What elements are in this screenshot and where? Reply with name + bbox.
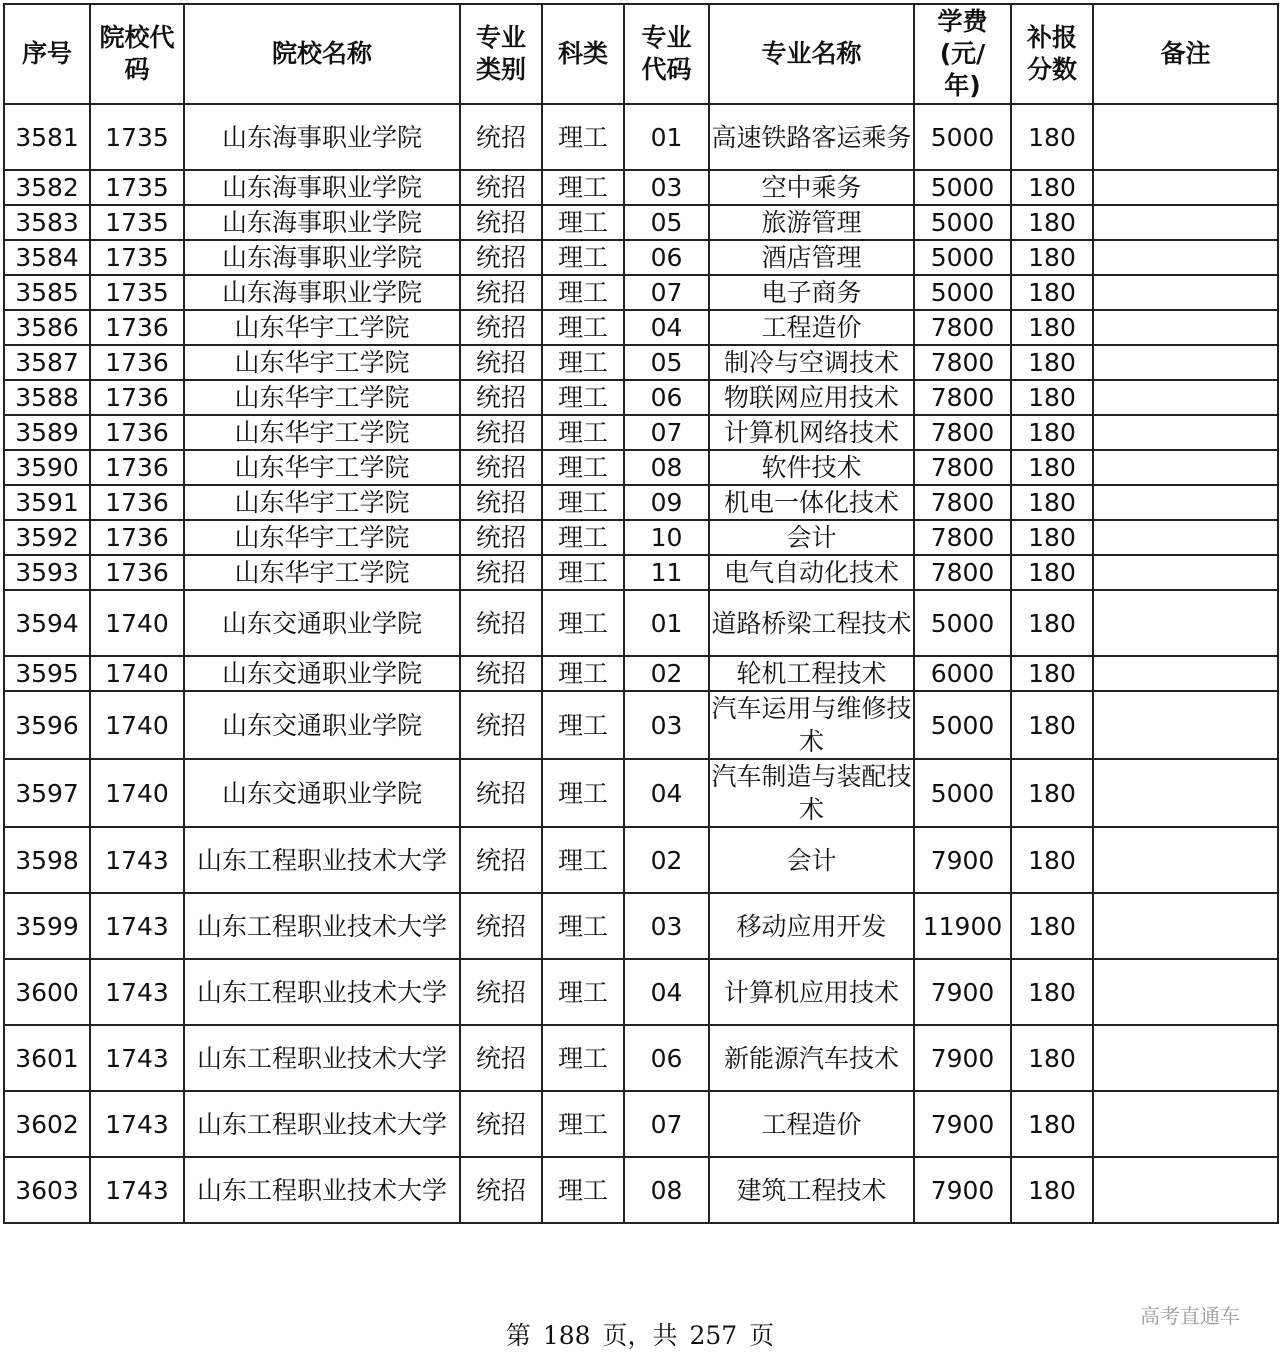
cell-kelei: 理工 [542,827,624,893]
table-body [4,104,1278,1223]
cell-major-name: 高速铁路客运乘务 [709,104,914,170]
cell-no: 3595 [4,656,90,691]
table-row [4,104,1278,170]
cell-score: 180 [1011,520,1093,555]
table-row [4,345,1278,380]
cell-category: 统招 [460,240,542,275]
cell-school-code: 1736 [90,380,184,415]
cell-score: 180 [1011,205,1093,240]
col-header-school-name: 院校名称 [184,4,460,104]
cell-major-code: 03 [624,893,709,959]
cell-school-code: 1736 [90,485,184,520]
cell-kelei: 理工 [542,893,624,959]
cell-score: 180 [1011,240,1093,275]
header-row [4,4,1278,104]
cell-category: 统招 [460,380,542,415]
cell-major-name: 会计 [709,827,914,893]
cell-school-code: 1743 [90,1025,184,1091]
cell-kelei: 理工 [542,275,624,310]
cell-major-name: 移动应用开发 [709,893,914,959]
cell-school-name: 山东工程职业技术大学 [184,893,460,959]
footer-prefix: 第 [505,1321,531,1350]
cell-fee: 7800 [914,415,1011,450]
cell-category: 统招 [460,893,542,959]
footer-suffix: 页 [749,1321,775,1350]
cell-major-name: 工程造价 [709,1091,914,1157]
cell-kelei: 理工 [542,1025,624,1091]
cell-major-name: 电气自动化技术 [709,555,914,590]
cell-note [1093,1091,1278,1157]
cell-school-name: 山东华宇工学院 [184,555,460,590]
col-header-fee: 学费(元/年) [914,4,1011,104]
cell-category: 统招 [460,170,542,205]
cell-no: 3589 [4,415,90,450]
cell-major-code: 07 [624,1091,709,1157]
cell-school-code: 1740 [90,590,184,656]
table-row [4,656,1278,691]
cell-fee: 7800 [914,485,1011,520]
cell-no: 3582 [4,170,90,205]
cell-no: 3602 [4,1091,90,1157]
cell-major-code: 04 [624,310,709,345]
page-footer [0,1316,1280,1352]
cell-school-code: 1740 [90,691,184,759]
cell-score: 180 [1011,827,1093,893]
cell-kelei: 理工 [542,555,624,590]
cell-score: 180 [1011,1091,1093,1157]
col-header-score: 补报分数 [1011,4,1093,104]
cell-school-name: 山东交通职业学院 [184,656,460,691]
cell-major-name: 旅游管理 [709,205,914,240]
cell-category: 统招 [460,1157,542,1223]
footer-page-number: 188 [542,1321,591,1350]
footer-mid: 页，共 [602,1321,678,1350]
table-row [4,759,1278,827]
table-row [4,1025,1278,1091]
cell-fee: 5000 [914,240,1011,275]
cell-no: 3587 [4,345,90,380]
cell-category: 统招 [460,656,542,691]
cell-fee: 7900 [914,959,1011,1025]
cell-note [1093,759,1278,827]
cell-score: 180 [1011,170,1093,205]
cell-major-name: 制冷与空调技术 [709,345,914,380]
cell-school-name: 山东华宇工学院 [184,485,460,520]
cell-fee: 7800 [914,380,1011,415]
cell-major-code: 08 [624,1157,709,1223]
cell-major-code: 04 [624,759,709,827]
cell-major-code: 05 [624,345,709,380]
cell-major-name: 计算机网络技术 [709,415,914,450]
cell-major-name: 道路桥梁工程技术 [709,590,914,656]
cell-note [1093,104,1278,170]
cell-school-name: 山东海事职业学院 [184,104,460,170]
cell-note [1093,1025,1278,1091]
cell-no: 3598 [4,827,90,893]
cell-no: 3588 [4,380,90,415]
cell-major-code: 06 [624,380,709,415]
cell-note [1093,656,1278,691]
cell-score: 180 [1011,1025,1093,1091]
cell-fee: 7800 [914,310,1011,345]
cell-score: 180 [1011,555,1093,590]
cell-school-name: 山东交通职业学院 [184,759,460,827]
cell-school-code: 1743 [90,1091,184,1157]
cell-school-name: 山东工程职业技术大学 [184,1091,460,1157]
cell-school-name: 山东海事职业学院 [184,170,460,205]
cell-school-name: 山东工程职业技术大学 [184,959,460,1025]
cell-note [1093,520,1278,555]
cell-fee: 5000 [914,170,1011,205]
table-row [4,691,1278,759]
cell-major-code: 01 [624,590,709,656]
cell-school-name: 山东工程职业技术大学 [184,827,460,893]
cell-kelei: 理工 [542,590,624,656]
cell-score: 180 [1011,310,1093,345]
cell-major-code: 05 [624,205,709,240]
cell-score: 180 [1011,450,1093,485]
cell-school-code: 1740 [90,759,184,827]
cell-category: 统招 [460,205,542,240]
cell-fee: 7800 [914,520,1011,555]
cell-fee: 7900 [914,1091,1011,1157]
cell-score: 180 [1011,380,1093,415]
cell-kelei: 理工 [542,520,624,555]
col-header-school-code: 院校代码 [90,4,184,104]
cell-no: 3591 [4,485,90,520]
table-row [4,380,1278,415]
cell-major-name: 轮机工程技术 [709,656,914,691]
cell-no: 3585 [4,275,90,310]
cell-school-name: 山东华宇工学院 [184,380,460,415]
table-row [4,205,1278,240]
cell-major-name: 建筑工程技术 [709,1157,914,1223]
cell-major-code: 04 [624,959,709,1025]
cell-major-code: 09 [624,485,709,520]
table-row [4,275,1278,310]
cell-major-code: 02 [624,656,709,691]
cell-kelei: 理工 [542,104,624,170]
cell-kelei: 理工 [542,1157,624,1223]
cell-school-name: 山东华宇工学院 [184,345,460,380]
cell-major-name: 机电一体化技术 [709,485,914,520]
cell-fee: 7900 [914,1025,1011,1091]
cell-major-name: 空中乘务 [709,170,914,205]
table-row [4,485,1278,520]
cell-school-name: 山东海事职业学院 [184,205,460,240]
cell-fee: 7900 [914,1157,1011,1223]
cell-note [1093,959,1278,1025]
cell-note [1093,1157,1278,1223]
cell-school-code: 1736 [90,345,184,380]
cell-fee: 6000 [914,656,1011,691]
cell-note [1093,345,1278,380]
cell-kelei: 理工 [542,691,624,759]
table-row [4,170,1278,205]
cell-note [1093,555,1278,590]
cell-note [1093,205,1278,240]
cell-fee: 5000 [914,691,1011,759]
cell-major-code: 03 [624,170,709,205]
cell-score: 180 [1011,656,1093,691]
cell-kelei: 理工 [542,310,624,345]
col-header-category: 专业类别 [460,4,542,104]
cell-school-name: 山东华宇工学院 [184,310,460,345]
cell-school-code: 1743 [90,827,184,893]
cell-major-name: 计算机应用技术 [709,959,914,1025]
cell-school-name: 山东海事职业学院 [184,275,460,310]
cell-score: 180 [1011,104,1093,170]
cell-note [1093,485,1278,520]
cell-kelei: 理工 [542,345,624,380]
cell-note [1093,380,1278,415]
cell-no: 3590 [4,450,90,485]
cell-category: 统招 [460,104,542,170]
cell-category: 统招 [460,275,542,310]
cell-school-name: 山东交通职业学院 [184,691,460,759]
cell-note [1093,893,1278,959]
cell-school-code: 1740 [90,656,184,691]
cell-major-code: 07 [624,415,709,450]
cell-score: 180 [1011,1157,1093,1223]
cell-school-code: 1736 [90,520,184,555]
cell-score: 180 [1011,959,1093,1025]
cell-school-name: 山东交通职业学院 [184,590,460,656]
admission-table [3,3,1279,1224]
table-row [4,1157,1278,1223]
table-row [4,1091,1278,1157]
col-header-no: 序号 [4,4,90,104]
cell-no: 3592 [4,520,90,555]
cell-school-name: 山东华宇工学院 [184,450,460,485]
cell-category: 统招 [460,450,542,485]
col-header-major-name: 专业名称 [709,4,914,104]
watermark: 高考直通车 [1140,1304,1240,1328]
cell-fee: 5000 [914,759,1011,827]
cell-kelei: 理工 [542,450,624,485]
cell-no: 3584 [4,240,90,275]
col-header-note: 备注 [1093,4,1278,104]
cell-kelei: 理工 [542,205,624,240]
cell-major-code: 07 [624,275,709,310]
cell-fee: 5000 [914,104,1011,170]
cell-note [1093,691,1278,759]
cell-major-code: 03 [624,691,709,759]
cell-kelei: 理工 [542,1091,624,1157]
cell-major-code: 08 [624,450,709,485]
cell-major-name: 工程造价 [709,310,914,345]
cell-school-code: 1743 [90,1157,184,1223]
cell-category: 统招 [460,959,542,1025]
cell-score: 180 [1011,759,1093,827]
cell-kelei: 理工 [542,240,624,275]
cell-note [1093,310,1278,345]
cell-no: 3603 [4,1157,90,1223]
table-row [4,555,1278,590]
col-header-kelei: 科类 [542,4,624,104]
cell-no: 3586 [4,310,90,345]
cell-school-code: 1735 [90,275,184,310]
cell-major-name: 汽车运用与维修技术 [709,691,914,759]
table-row [4,590,1278,656]
cell-school-code: 1736 [90,310,184,345]
cell-kelei: 理工 [542,959,624,1025]
table-row [4,520,1278,555]
cell-category: 统招 [460,691,542,759]
cell-category: 统招 [460,345,542,380]
cell-category: 统招 [460,310,542,345]
cell-score: 180 [1011,275,1093,310]
cell-category: 统招 [460,520,542,555]
cell-note [1093,590,1278,656]
cell-score: 180 [1011,590,1093,656]
cell-kelei: 理工 [542,656,624,691]
cell-major-name: 汽车制造与装配技术 [709,759,914,827]
cell-school-name: 山东工程职业技术大学 [184,1025,460,1091]
cell-school-code: 1735 [90,205,184,240]
cell-note [1093,827,1278,893]
cell-note [1093,240,1278,275]
cell-category: 统招 [460,1091,542,1157]
cell-kelei: 理工 [542,485,624,520]
cell-category: 统招 [460,485,542,520]
cell-kelei: 理工 [542,759,624,827]
cell-score: 180 [1011,485,1093,520]
cell-note [1093,450,1278,485]
cell-fee: 7800 [914,450,1011,485]
table-row [4,450,1278,485]
cell-school-name: 山东华宇工学院 [184,415,460,450]
cell-note [1093,170,1278,205]
cell-major-code: 02 [624,827,709,893]
cell-no: 3593 [4,555,90,590]
cell-major-name: 电子商务 [709,275,914,310]
cell-major-code: 10 [624,520,709,555]
cell-no: 3600 [4,959,90,1025]
cell-score: 180 [1011,415,1093,450]
cell-score: 180 [1011,691,1093,759]
cell-fee: 7800 [914,345,1011,380]
cell-no: 3594 [4,590,90,656]
cell-school-name: 山东华宇工学院 [184,520,460,555]
cell-school-code: 1736 [90,555,184,590]
cell-fee: 7900 [914,827,1011,893]
cell-school-code: 1743 [90,893,184,959]
cell-fee: 7800 [914,555,1011,590]
cell-category: 统招 [460,1025,542,1091]
cell-kelei: 理工 [542,415,624,450]
cell-school-code: 1735 [90,240,184,275]
cell-major-code: 06 [624,1025,709,1091]
cell-no: 3581 [4,104,90,170]
cell-category: 统招 [460,759,542,827]
cell-category: 统招 [460,555,542,590]
cell-no: 3583 [4,205,90,240]
cell-category: 统招 [460,415,542,450]
cell-fee: 5000 [914,205,1011,240]
cell-school-name: 山东海事职业学院 [184,240,460,275]
cell-major-code: 11 [624,555,709,590]
cell-school-code: 1736 [90,450,184,485]
cell-major-code: 06 [624,240,709,275]
cell-school-code: 1735 [90,170,184,205]
table-row [4,415,1278,450]
cell-kelei: 理工 [542,170,624,205]
table-row [4,827,1278,893]
cell-no: 3601 [4,1025,90,1091]
cell-fee: 5000 [914,275,1011,310]
footer-total-pages: 257 [689,1321,738,1350]
cell-score: 180 [1011,345,1093,380]
table-row [4,893,1278,959]
cell-school-name: 山东工程职业技术大学 [184,1157,460,1223]
cell-kelei: 理工 [542,380,624,415]
table-row [4,310,1278,345]
cell-fee: 5000 [914,590,1011,656]
cell-category: 统招 [460,590,542,656]
cell-no: 3597 [4,759,90,827]
cell-note [1093,415,1278,450]
cell-major-name: 软件技术 [709,450,914,485]
cell-school-code: 1735 [90,104,184,170]
table-row [4,240,1278,275]
cell-major-name: 物联网应用技术 [709,380,914,415]
cell-no: 3599 [4,893,90,959]
cell-major-code: 01 [624,104,709,170]
cell-major-name: 会计 [709,520,914,555]
cell-school-code: 1743 [90,959,184,1025]
table-row [4,959,1278,1025]
cell-major-name: 新能源汽车技术 [709,1025,914,1091]
col-header-major-code: 专业代码 [624,4,709,104]
cell-school-code: 1736 [90,415,184,450]
cell-no: 3596 [4,691,90,759]
cell-note [1093,275,1278,310]
cell-major-name: 酒店管理 [709,240,914,275]
cell-fee: 11900 [914,893,1011,959]
cell-score: 180 [1011,893,1093,959]
cell-category: 统招 [460,827,542,893]
